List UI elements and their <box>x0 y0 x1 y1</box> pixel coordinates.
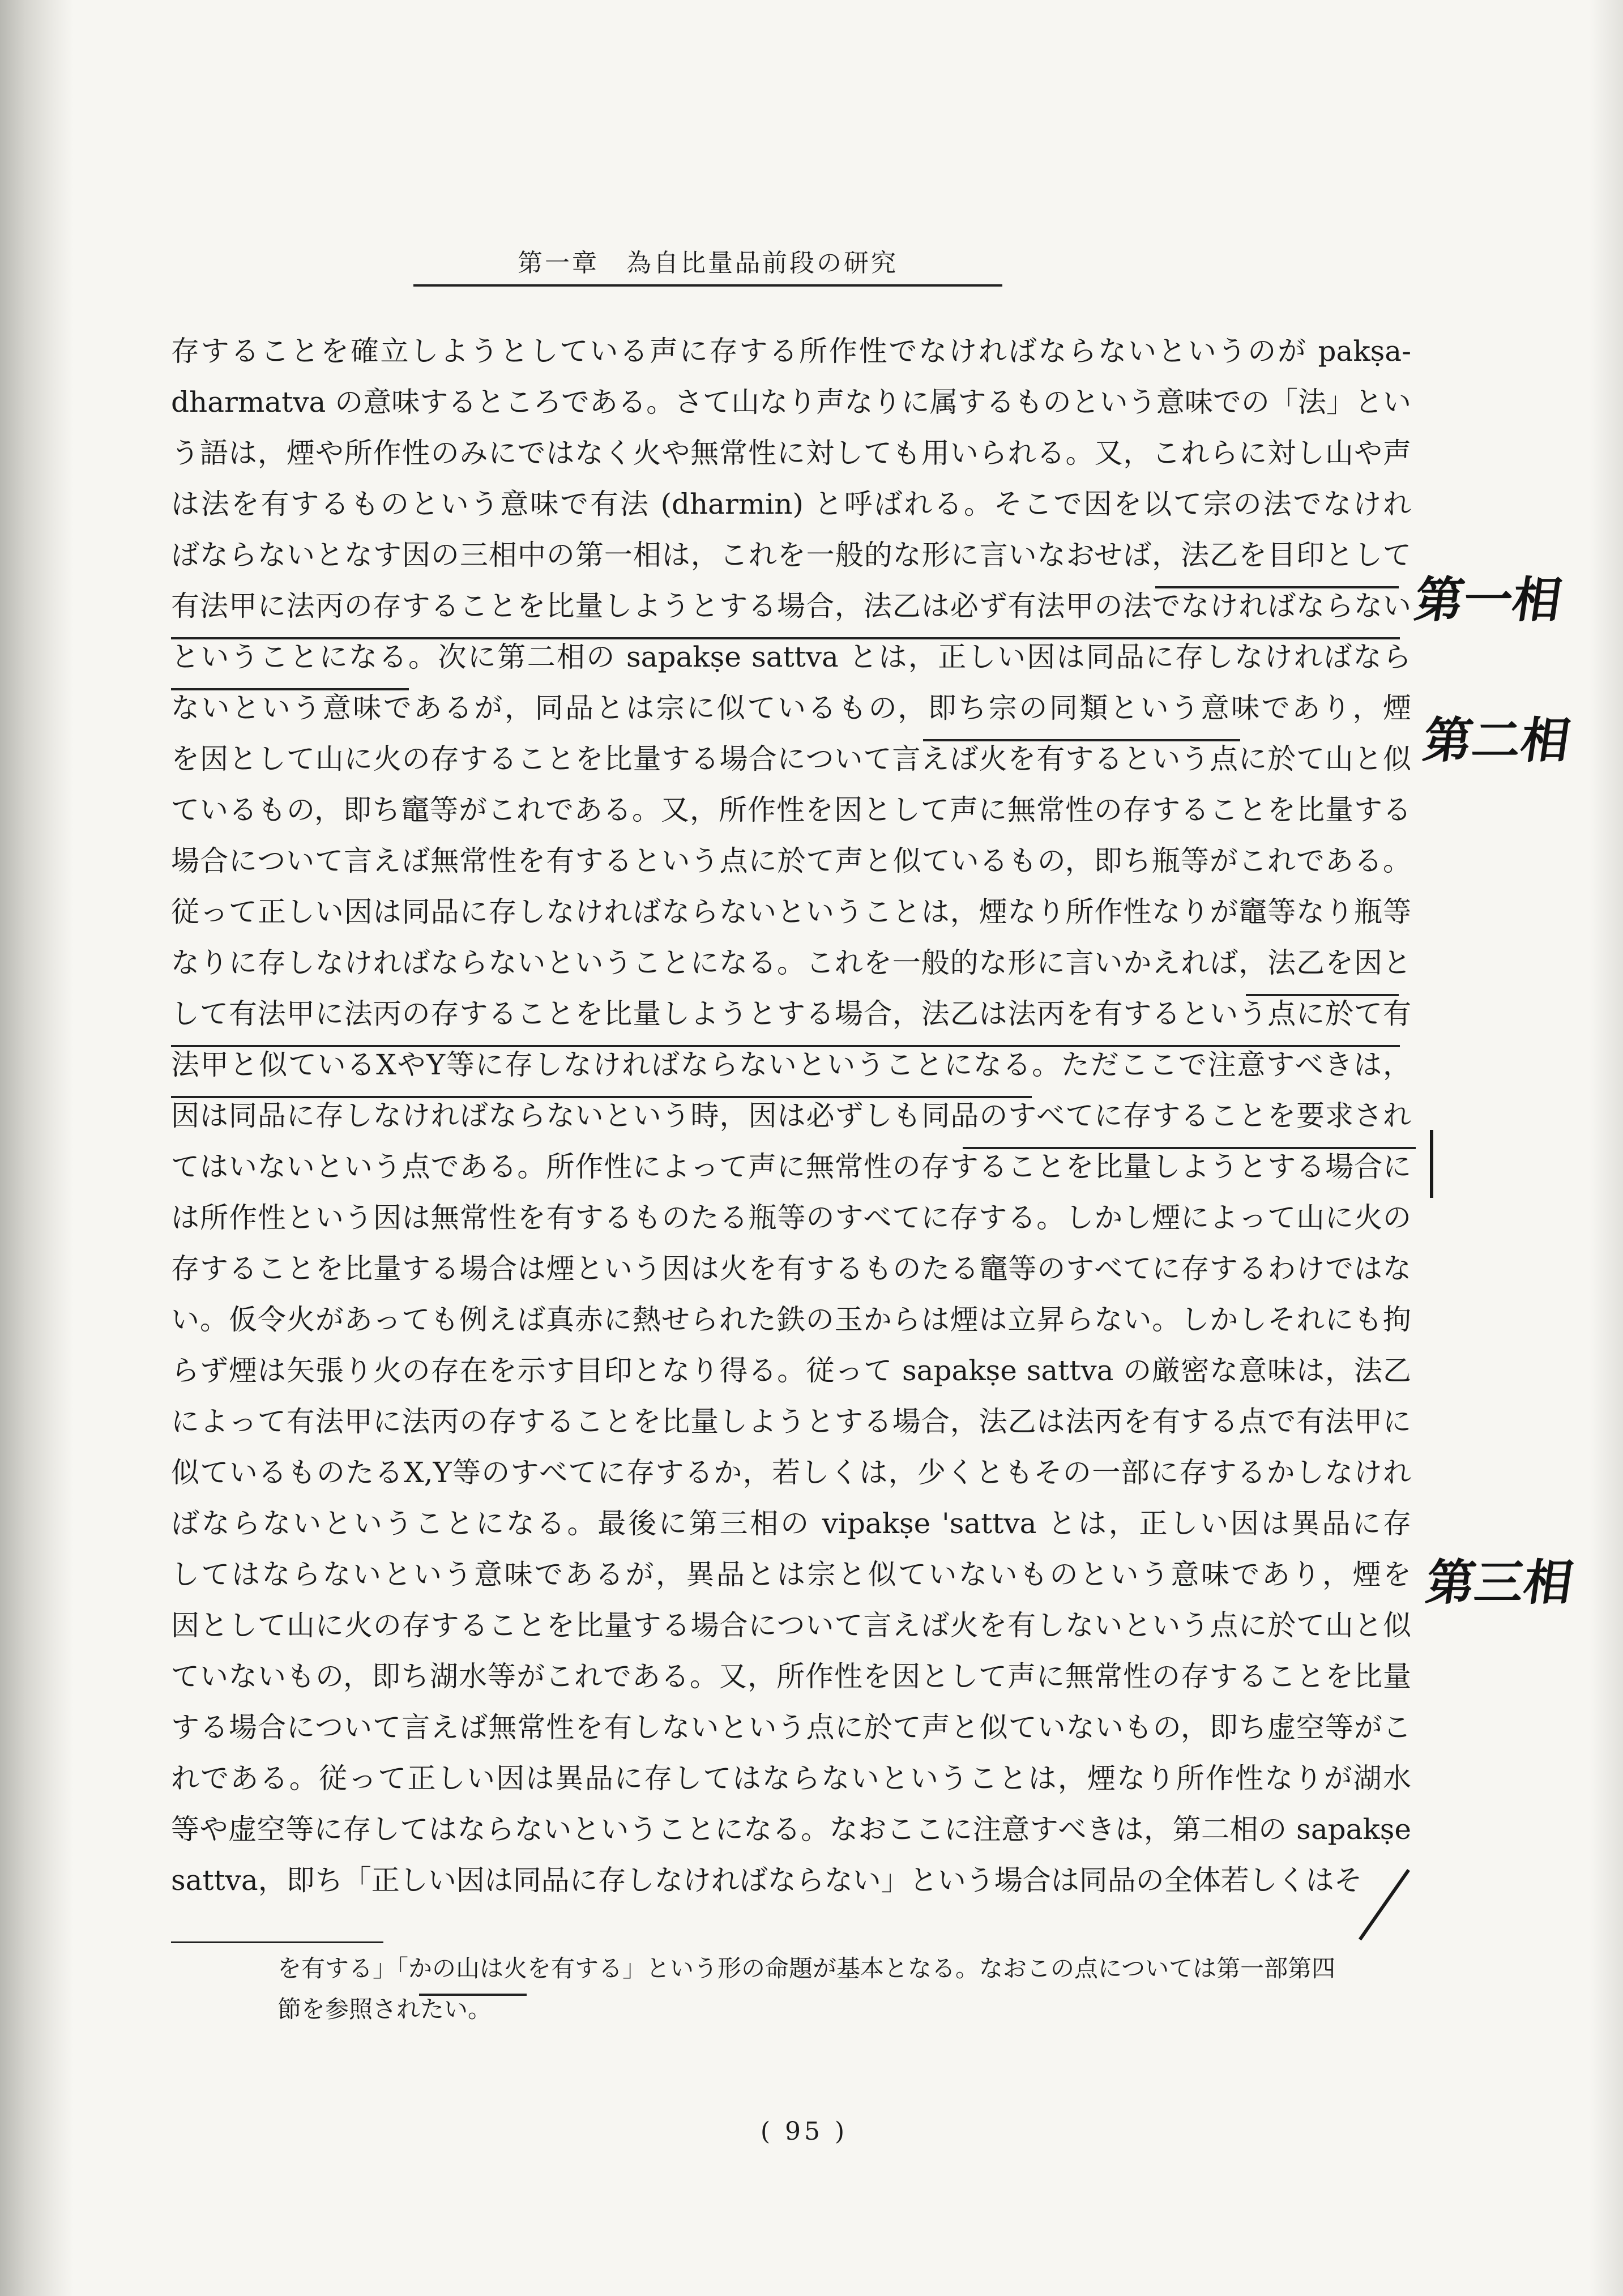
handwritten-underline <box>171 1045 1400 1047</box>
text-line: ばならないということになる。最後に第三相の vipakṣe 'sattva とは，正しい因は異品に存 <box>171 1507 1411 1540</box>
text-line: 法甲と似ているXやY等に存しなければならないということになる。ただここで注意すべきは， <box>171 1048 1411 1081</box>
text-line: なりに存しなければならないということになる。これを一般的な形に言いかえれば，法乙を因と <box>171 946 1411 979</box>
scan-shadow-left <box>0 0 74 2296</box>
text-line: dharmatva の意味するところである。さて山なり声なりに属するものという意味での「法」とい <box>171 386 1411 419</box>
text-line: ということになる。次に第二相の sapakṣe sattva とは，正しい因は同品に存しなければなら <box>171 641 1411 673</box>
text-line: れである。従って正しい因は異品に存してはならないということは，煙なり所作性なりが湖水 <box>171 1762 1411 1795</box>
footnote-line: 節を参照されたい。 <box>277 1995 492 2023</box>
text-line: ばならないとなす因の三相中の第一相は，これを一般的な形に言いなおせば，法乙を目印として <box>171 539 1411 571</box>
margin-handwriting: 第一相 <box>1411 572 1565 629</box>
handwritten-underline <box>171 637 1400 639</box>
text-line: 似ているものたるX,Y等のすべてに存するか，若しくは，少くともその一部に存するかしなけれ <box>171 1456 1411 1489</box>
handwritten-underline <box>1246 994 1399 996</box>
text-line: 従って正しい因は同品に存しなければならないということは，煙なり所作性なりが竈等なり瓶等 <box>171 895 1411 928</box>
chapter-header: 第一章 為自比量品前段の研究 <box>413 242 1002 287</box>
text-line: てはいないという点である。所作性によって声に無常性の存することを比量しようとする場合に <box>171 1150 1411 1183</box>
page-number: ( 95 ) <box>760 2117 848 2146</box>
text-line: する場合について言えば無常性を有しないという点に於て声と似ていないもの，即ち虚空等がこ <box>171 1711 1411 1744</box>
text-line: ないという意味であるが，同品とは宗に似ているもの，即ち宗の同類という意味であり，煙 <box>171 692 1411 724</box>
text-line: は法を有するものという意味で有法 (dharmin) と呼ばれる。そこで因を以て宗の法でなけれ <box>171 488 1411 520</box>
scan-shadow-right <box>1589 0 1623 2296</box>
text-line: 等や虚空等に存してはならないということになる。なおここに注意すべきは，第二相の sapakṣe <box>171 1813 1411 1846</box>
text-line: して有法甲に法丙の存することを比量しようとする場合，法乙は法丙を有するという点に於て有 <box>171 997 1411 1030</box>
text-line: らず煙は矢張り火の存在を示す目印となり得る。従って sapakṣe sattva の厳密な意味は，法乙 <box>171 1354 1411 1387</box>
handwritten-bracket <box>1430 1130 1433 1198</box>
handwritten-underline <box>963 1147 1416 1149</box>
handwritten-underline <box>923 739 1240 741</box>
footnote-rule <box>171 1941 383 1943</box>
margin-handwriting: 第三相 <box>1422 1555 1577 1611</box>
text-line: 因は同品に存しなければならないという時，因は必ずしも同品のすべてに存することを要求され <box>171 1099 1411 1132</box>
text-line: は所作性という因は無常性を有するものたる瓶等のすべてに存する。しかし煙によって山に火の <box>171 1201 1411 1234</box>
text-line: う語は，煙や所作性のみにではなく火や無常性に対しても用いられる。又，これらに対し山や声 <box>171 437 1411 470</box>
text-line: 存することを比量する場合は煙という因は火を有するものたる竈等のすべてに存するわけではな <box>171 1252 1411 1285</box>
text-line: 存することを確立しようとしている声に存する所作性でなければならないというのが pakṣa- <box>171 335 1411 368</box>
footnote-line: を有する」「かの山は火を有する」という形の命題が基本となる。なおこの点については第一部第四 <box>277 1954 1336 1982</box>
handwritten-underline <box>1155 586 1399 588</box>
text-line: を因として山に火の存することを比量する場合について言えば火を有するという点に於て山と似 <box>171 742 1411 775</box>
text-line: ているもの，即ち竈等がこれである。又，所作性を因として声に無常性の存することを比量する <box>171 793 1411 826</box>
footnote <box>277 1948 1410 2030</box>
handwritten-underline <box>171 1096 1032 1098</box>
text-line: ていないもの，即ち湖水等がこれである。又，所作性を因として声に無常性の存することを比量 <box>171 1660 1411 1693</box>
text-line: してはならないという意味であるが，異品とは宗と似ていないものという意味であり，煙を <box>171 1558 1411 1591</box>
text-line: 場合について言えば無常性を有するという点に於て声と似ているもの，即ち瓶等がこれである。 <box>171 844 1411 877</box>
handwritten-underline <box>171 688 409 690</box>
text-line: 有法甲に法丙の存することを比量しようとする場合，法乙は必ず有法甲の法でなければならない <box>171 590 1411 622</box>
text-line: 因として山に火の存することを比量する場合について言えば火を有しないという点に於て山と似 <box>171 1609 1411 1642</box>
body-text <box>171 326 1411 1906</box>
text-line: い。仮令火があっても例えば真赤に熱せられた鉄の玉からは煙は立昇らない。しかしそれにも拘 <box>171 1303 1411 1336</box>
text-line: sattva，即ち「正しい因は同品に存しなければならない」という場合は同品の全体若しくはそ <box>171 1864 1363 1897</box>
margin-handwriting: 第二相 <box>1419 712 1574 769</box>
text-line: によって有法甲に法丙の存することを比量しようとする場合，法乙は法丙を有する点で有法甲に <box>171 1405 1411 1438</box>
